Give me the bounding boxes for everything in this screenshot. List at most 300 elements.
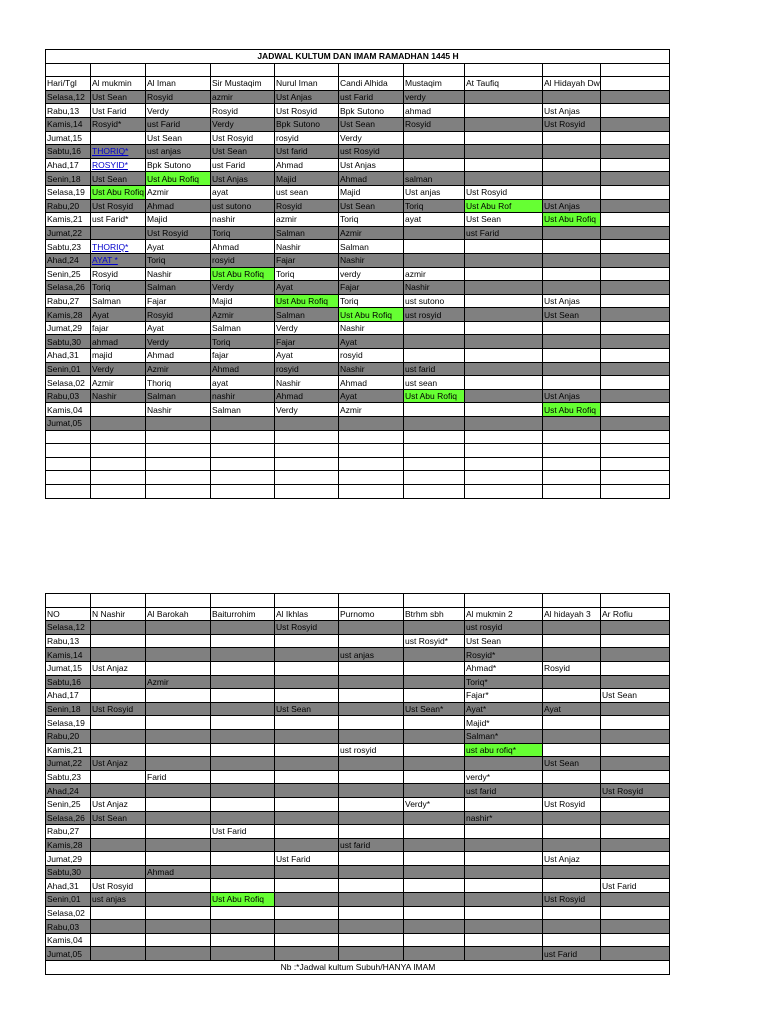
table-row — [46, 172, 670, 186]
table-row — [46, 879, 670, 893]
cell — [601, 838, 670, 852]
cell — [465, 430, 543, 444]
cell — [404, 675, 465, 689]
cell — [601, 403, 670, 417]
cell: Ust Abu Rofiq — [211, 267, 275, 281]
cell: ust sean — [404, 376, 465, 390]
cell — [91, 865, 146, 879]
day-date-cell: Senin,25 — [46, 797, 91, 811]
empty-row — [46, 457, 670, 471]
cell — [543, 770, 601, 784]
cell — [146, 757, 211, 771]
cell — [339, 444, 404, 458]
cell: Azmir — [91, 376, 146, 390]
cell — [339, 811, 404, 825]
cell: verdy* — [465, 770, 543, 784]
cell[interactable]: THORIQ* — [91, 145, 146, 159]
cell — [465, 240, 543, 254]
day-date-cell: Jumat,22 — [46, 226, 91, 240]
cell: ust Farid — [146, 117, 211, 131]
cell — [275, 689, 339, 703]
cell: Azmir — [211, 308, 275, 322]
cell: rosyid — [211, 253, 275, 267]
cell — [404, 947, 465, 961]
table-row — [46, 906, 670, 920]
cell — [211, 417, 275, 431]
cell — [339, 689, 404, 703]
day-date-cell: Rabu,27 — [46, 294, 91, 308]
cell[interactable]: AYAT * — [91, 253, 146, 267]
cell — [404, 158, 465, 172]
cell: Fajar — [275, 335, 339, 349]
cell — [146, 444, 211, 458]
cell: Ust anjas — [404, 185, 465, 199]
cell — [211, 702, 275, 716]
cell — [91, 131, 146, 145]
table-row — [46, 757, 670, 771]
cell — [465, 145, 543, 159]
cell — [543, 430, 601, 444]
cell: Ayat — [339, 335, 404, 349]
table-row — [46, 90, 670, 104]
cell: nashir — [211, 213, 275, 227]
cell — [601, 920, 670, 934]
cell — [339, 825, 404, 839]
table-row — [46, 131, 670, 145]
cell: ust Farid — [543, 947, 601, 961]
cell — [465, 321, 543, 335]
cell: Ust Farid — [275, 852, 339, 866]
day-date-cell: Sabtu,30 — [46, 335, 91, 349]
cell — [601, 471, 670, 485]
cell: Nashir — [404, 281, 465, 295]
cell — [543, 838, 601, 852]
cell: Azmir — [146, 675, 211, 689]
cell: ust anjas — [146, 145, 211, 159]
cell: Ust Abu Rofiq — [543, 213, 601, 227]
cell: ahmad — [91, 335, 146, 349]
cell — [465, 90, 543, 104]
cell: Nashir — [146, 403, 211, 417]
table-row — [46, 321, 670, 335]
table-row — [46, 362, 670, 376]
cell — [275, 920, 339, 934]
cell: Ust Sean — [91, 90, 146, 104]
cell — [211, 621, 275, 635]
cell: Ust Anjaz — [91, 797, 146, 811]
cell — [275, 729, 339, 743]
table-row — [46, 797, 670, 811]
cell: Rosyid — [543, 661, 601, 675]
cell — [404, 743, 465, 757]
cell — [339, 471, 404, 485]
cell — [465, 349, 543, 363]
schedule-table-2 — [45, 593, 670, 975]
cell — [601, 389, 670, 403]
spacer-row — [46, 594, 670, 608]
cell: Ust Sean — [339, 117, 404, 131]
cell — [601, 716, 670, 730]
cell: ust Farid* — [91, 213, 146, 227]
cell — [465, 920, 543, 934]
cell — [211, 811, 275, 825]
cell: Verdy — [146, 335, 211, 349]
cell — [211, 634, 275, 648]
cell — [404, 648, 465, 662]
table-row — [46, 621, 670, 635]
cell: ust Farid — [211, 158, 275, 172]
cell: ust anjas — [91, 893, 146, 907]
day-date-cell: Rabu,27 — [46, 825, 91, 839]
day-date-cell: Jumat,29 — [46, 852, 91, 866]
cell — [465, 893, 543, 907]
cell — [91, 226, 146, 240]
cell: ust Rosyid — [339, 145, 404, 159]
cell — [339, 661, 404, 675]
cell: Ayat — [146, 240, 211, 254]
table-row — [46, 253, 670, 267]
cell — [601, 893, 670, 907]
cell: Ahmad — [339, 376, 404, 390]
cell — [91, 838, 146, 852]
cell — [211, 906, 275, 920]
cell: Ahmad — [275, 389, 339, 403]
day-date-cell: Kamis,14 — [46, 117, 91, 131]
cell: Nurul Iman — [275, 77, 339, 91]
empty-row — [46, 444, 670, 458]
day-date-cell: Ahad,31 — [46, 879, 91, 893]
cell — [404, 838, 465, 852]
cell — [211, 852, 275, 866]
table-row — [46, 825, 670, 839]
cell — [404, 689, 465, 703]
cell: Ust Anjas — [543, 199, 601, 213]
cell: Ust Farid — [211, 825, 275, 839]
cell: Ust Abu Rof — [465, 199, 543, 213]
cell — [275, 865, 339, 879]
cell: Al Iman — [146, 77, 211, 91]
empty-row — [46, 430, 670, 444]
cell — [404, 485, 465, 499]
cell — [465, 362, 543, 376]
cell — [91, 648, 146, 662]
table-row — [46, 267, 670, 281]
day-date-cell: Jumat,15 — [46, 131, 91, 145]
cell — [601, 267, 670, 281]
cell — [211, 797, 275, 811]
cell: Ust Rosyid — [91, 879, 146, 893]
cell: Ust Abu Rofiq — [211, 893, 275, 907]
cell: Ayat — [91, 308, 146, 322]
cell — [146, 485, 211, 499]
table-row — [46, 702, 670, 716]
cell — [211, 689, 275, 703]
cell: Ust Sean — [601, 689, 670, 703]
cell — [46, 471, 91, 485]
cell: Ust Sean — [91, 811, 146, 825]
cell — [404, 825, 465, 839]
cell: Ust Sean — [543, 757, 601, 771]
cell — [601, 743, 670, 757]
cell: Nashir — [339, 321, 404, 335]
cell — [543, 281, 601, 295]
cell: Ust Sean — [146, 131, 211, 145]
cell — [404, 226, 465, 240]
cell — [601, 702, 670, 716]
table-row — [46, 947, 670, 961]
cell — [601, 349, 670, 363]
cell: fajar — [211, 349, 275, 363]
cell — [404, 933, 465, 947]
cell — [543, 471, 601, 485]
cell — [404, 865, 465, 879]
cell: Salman — [211, 403, 275, 417]
cell — [465, 403, 543, 417]
cell — [404, 852, 465, 866]
cell — [404, 811, 465, 825]
cell — [543, 253, 601, 267]
cell: Ust Anjas — [543, 294, 601, 308]
day-date-cell: Senin,25 — [46, 267, 91, 281]
cell: ust abu rofiq* — [465, 743, 543, 757]
cell — [211, 757, 275, 771]
cell — [465, 117, 543, 131]
cell — [601, 906, 670, 920]
table-row — [46, 865, 670, 879]
day-date-cell: Rabu,03 — [46, 920, 91, 934]
cell: Nashir — [339, 362, 404, 376]
cell — [91, 920, 146, 934]
cell: Majid — [339, 185, 404, 199]
cell: Ust Abu Rofiq — [146, 172, 211, 186]
table-row — [46, 661, 670, 675]
cell — [91, 675, 146, 689]
table-row — [46, 389, 670, 403]
cell — [404, 893, 465, 907]
cell — [601, 947, 670, 961]
cell — [211, 743, 275, 757]
cell — [543, 933, 601, 947]
cell: Ust Rosyid — [91, 702, 146, 716]
cell — [275, 444, 339, 458]
cell: Salman — [275, 308, 339, 322]
cell: Ust Rosyid — [465, 185, 543, 199]
cell: Ust Farid — [91, 104, 146, 118]
cell[interactable]: ROSYID* — [91, 158, 146, 172]
table-row — [46, 634, 670, 648]
cell: Salman — [146, 389, 211, 403]
cell — [339, 770, 404, 784]
cell: Ust Sean — [339, 199, 404, 213]
cell: Rosyid — [146, 308, 211, 322]
cell — [601, 770, 670, 784]
cell — [543, 906, 601, 920]
cell: Rosyid — [404, 117, 465, 131]
table-row — [46, 770, 670, 784]
cell: Verdy — [339, 131, 404, 145]
day-date-cell: Senin,01 — [46, 362, 91, 376]
cell — [91, 743, 146, 757]
cell — [543, 349, 601, 363]
cell — [404, 920, 465, 934]
cell — [404, 131, 465, 145]
cell: Azmir — [339, 403, 404, 417]
cell — [46, 485, 91, 499]
cell — [601, 729, 670, 743]
cell — [211, 865, 275, 879]
cell — [339, 784, 404, 798]
cell — [601, 185, 670, 199]
cell: ust sean — [275, 185, 339, 199]
cell: ust Farid — [465, 226, 543, 240]
cell — [146, 947, 211, 961]
cell — [465, 879, 543, 893]
cell — [601, 253, 670, 267]
cell: azmir — [211, 90, 275, 104]
cell: Ust Anjaz — [91, 757, 146, 771]
cell: Ahmad — [211, 240, 275, 254]
cell — [146, 838, 211, 852]
cell — [601, 158, 670, 172]
cell — [404, 321, 465, 335]
cell — [211, 471, 275, 485]
cell — [339, 906, 404, 920]
cell: Majid* — [465, 716, 543, 730]
cell: Fajar — [275, 253, 339, 267]
cell — [211, 716, 275, 730]
cell: verdy — [404, 90, 465, 104]
cell — [275, 879, 339, 893]
cell — [601, 145, 670, 159]
cell — [146, 689, 211, 703]
cell — [465, 253, 543, 267]
cell — [339, 933, 404, 947]
cell: Bpk Sutono — [275, 117, 339, 131]
cell: fajar — [91, 321, 146, 335]
cell — [146, 879, 211, 893]
cell[interactable]: THORIQ* — [91, 240, 146, 254]
cell: ust anjas — [339, 648, 404, 662]
cell: Verdy — [275, 403, 339, 417]
cell: Salman — [211, 321, 275, 335]
cell — [543, 621, 601, 635]
day-date-cell: Selasa,19 — [46, 716, 91, 730]
cell — [465, 906, 543, 920]
cell: ust rosyid — [339, 743, 404, 757]
table-row — [46, 226, 670, 240]
cell — [339, 417, 404, 431]
cell: Nashir — [275, 240, 339, 254]
table-row — [46, 403, 670, 417]
cell — [275, 933, 339, 947]
table-row — [46, 117, 670, 131]
cell — [465, 417, 543, 431]
cell — [146, 852, 211, 866]
cell — [404, 349, 465, 363]
table-row — [46, 199, 670, 213]
cell — [601, 865, 670, 879]
cell — [339, 675, 404, 689]
day-date-cell: Sabtu,23 — [46, 770, 91, 784]
cell — [91, 403, 146, 417]
table-row — [46, 213, 670, 227]
cell — [146, 893, 211, 907]
cell: ust farid — [339, 838, 404, 852]
cell: Verdy — [275, 321, 339, 335]
cell: azmir — [275, 213, 339, 227]
cell: nashir* — [465, 811, 543, 825]
cell — [543, 811, 601, 825]
day-date-cell: Ahad,24 — [46, 784, 91, 798]
cell — [275, 457, 339, 471]
cell: Ust Abu Rofiq — [404, 389, 465, 403]
cell: verdy — [339, 267, 404, 281]
cell: Bpk Sutono — [146, 158, 211, 172]
cell — [465, 308, 543, 322]
cell — [91, 933, 146, 947]
cell: Purnomo — [339, 607, 404, 621]
cell — [404, 879, 465, 893]
cell — [404, 430, 465, 444]
cell: Azmir — [146, 185, 211, 199]
cell — [465, 485, 543, 499]
cell — [543, 716, 601, 730]
table-row — [46, 158, 670, 172]
cell — [46, 457, 91, 471]
cell — [543, 634, 601, 648]
cell — [465, 267, 543, 281]
cell — [601, 661, 670, 675]
cell — [146, 933, 211, 947]
cell — [339, 621, 404, 635]
cell: Majid — [211, 294, 275, 308]
day-date-cell: Selasa,02 — [46, 906, 91, 920]
cell — [465, 444, 543, 458]
cell: Al Barokah — [146, 607, 211, 621]
cell — [543, 648, 601, 662]
cell — [339, 797, 404, 811]
day-date-cell: Ahad,24 — [46, 253, 91, 267]
cell: Ust farid — [275, 145, 339, 159]
cell: Al mukmin 2 — [465, 607, 543, 621]
cell: Ayat — [339, 389, 404, 403]
cell — [339, 757, 404, 771]
cell: Azmir — [146, 362, 211, 376]
cell — [91, 770, 146, 784]
cell — [404, 444, 465, 458]
day-date-cell: Senin,18 — [46, 172, 91, 186]
cell: At Taufiq — [465, 77, 543, 91]
cell — [601, 117, 670, 131]
day-date-cell: Ahad,17 — [46, 158, 91, 172]
cell: Ust Farid — [601, 879, 670, 893]
cell: Ar Rofiu — [601, 607, 670, 621]
cell: Rosyid — [211, 104, 275, 118]
cell — [146, 797, 211, 811]
day-date-cell: Senin,18 — [46, 702, 91, 716]
cell: Ust Anjaz — [91, 661, 146, 675]
day-date-cell: Jumat,29 — [46, 321, 91, 335]
cell — [146, 811, 211, 825]
cell — [465, 825, 543, 839]
table-row — [46, 349, 670, 363]
table-row — [46, 281, 670, 295]
cell: Ayat — [275, 349, 339, 363]
cell: Salman — [339, 240, 404, 254]
cell: Toriq — [339, 213, 404, 227]
cell: Btrhm sbh — [404, 607, 465, 621]
cell: Azmir — [339, 226, 404, 240]
